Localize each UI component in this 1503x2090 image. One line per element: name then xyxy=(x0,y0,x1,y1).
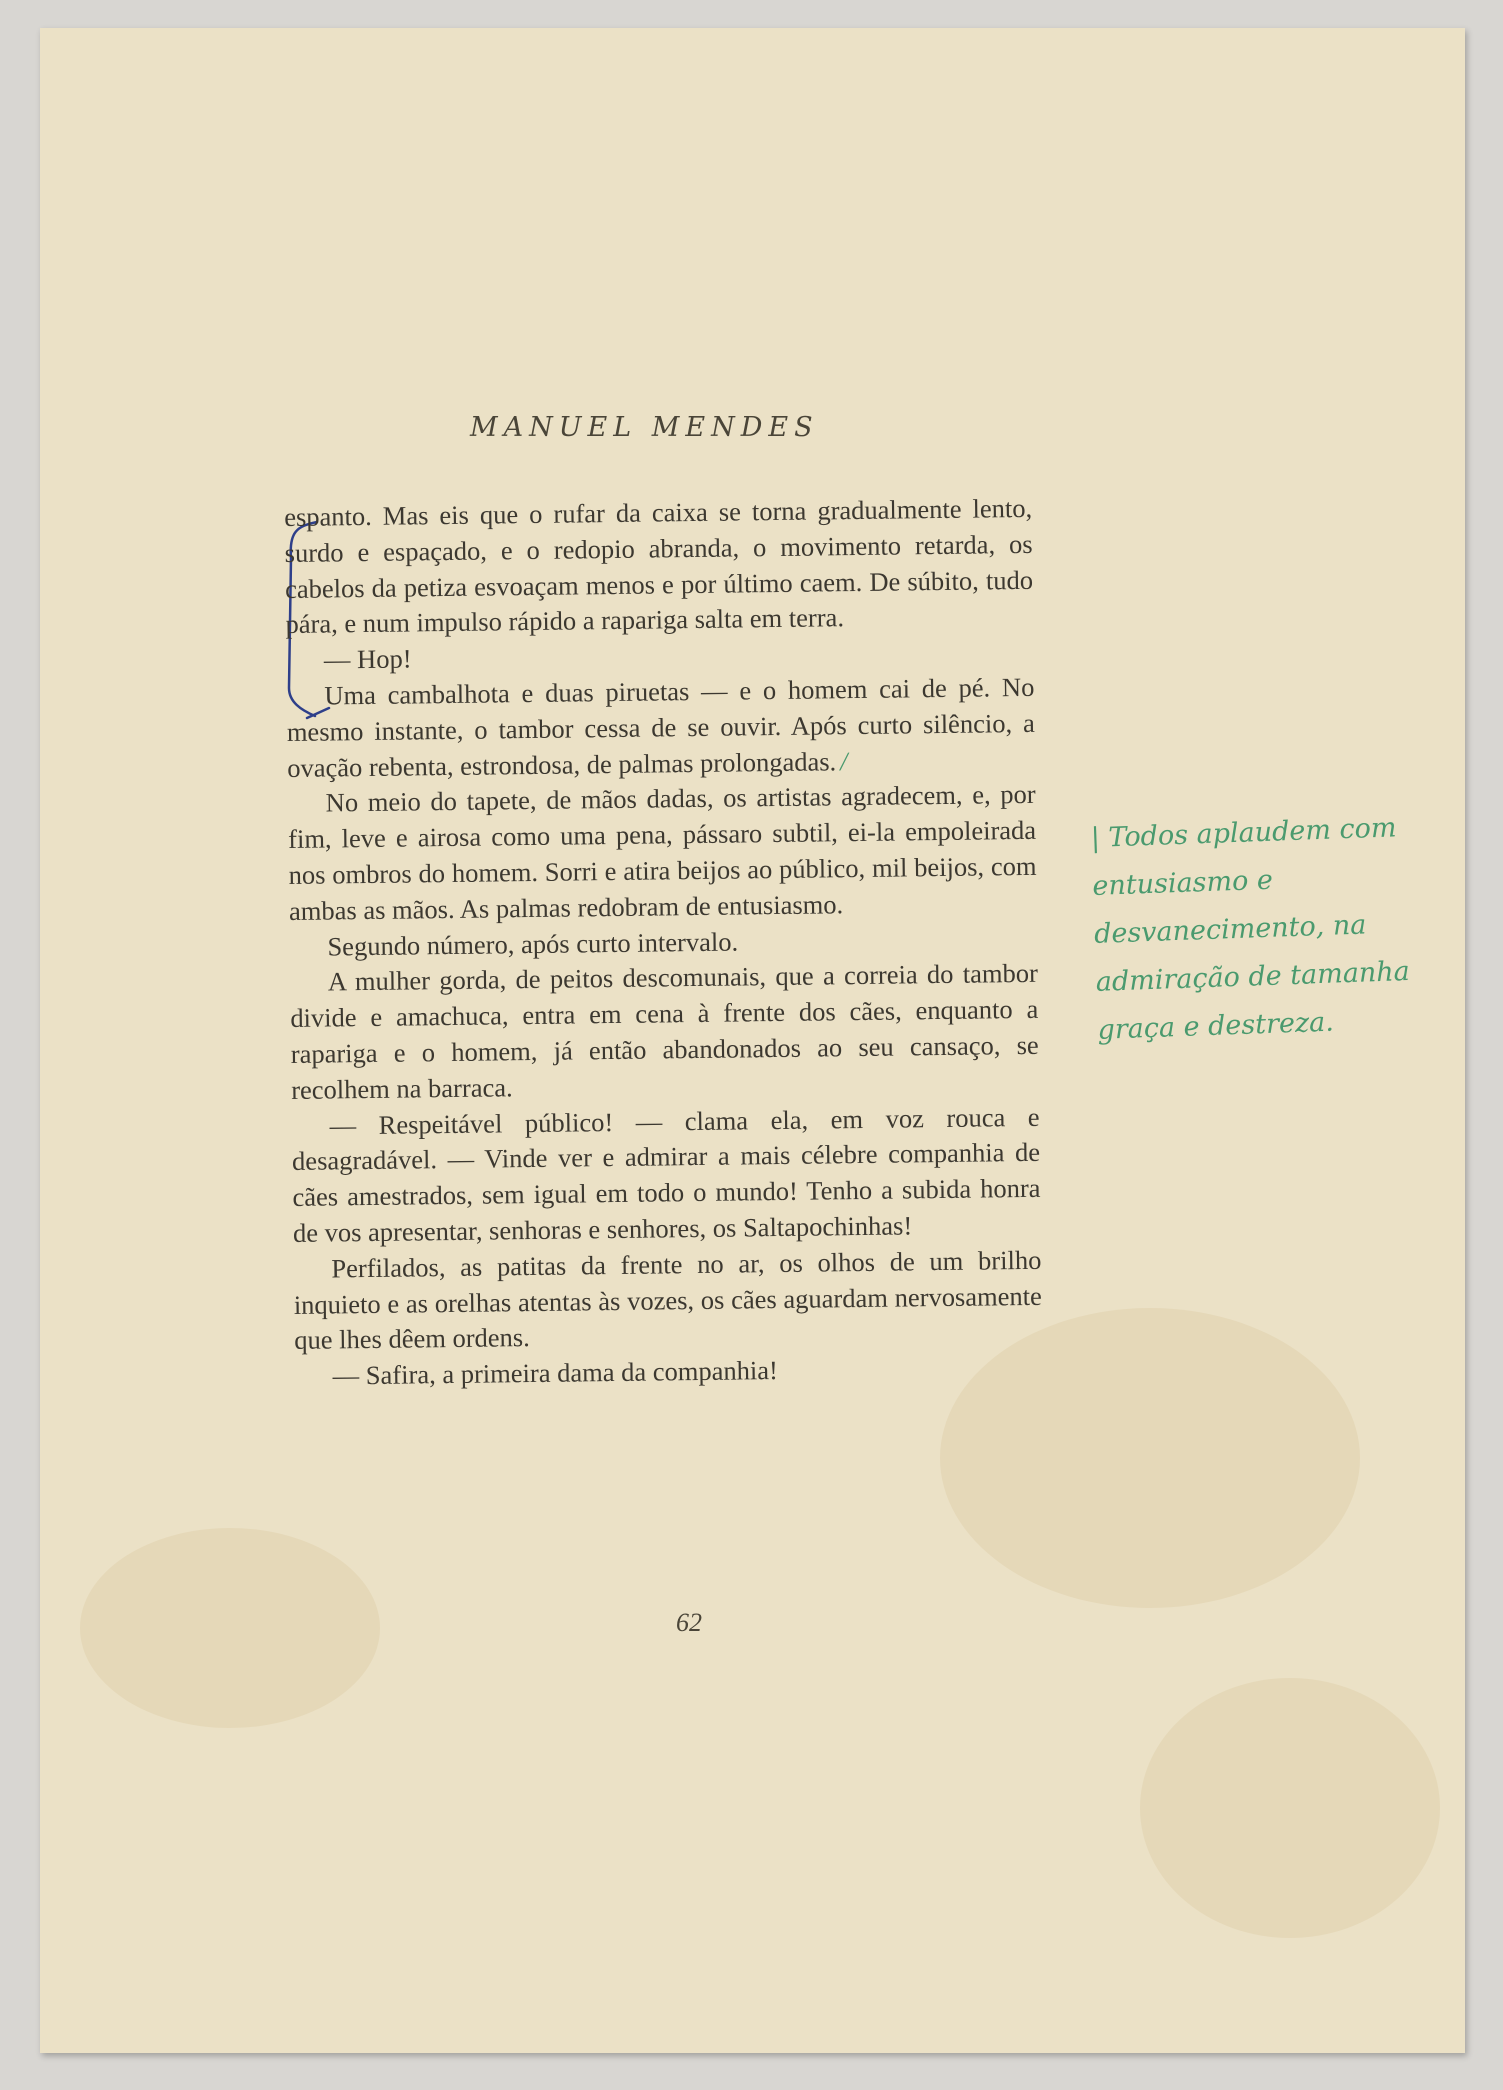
handwritten-annotation: | Todos aplaudem com entusiasmo e desvanecimento, na admiração de tamanha graça e destreza. xyxy=(1090,812,1411,1046)
paragraph: No meio do tapete, de mãos dadas, os artistas agradecem, e, por fim, leve e airosa como uma pena, pássaro subtil, ei-la empoleirada nos ombros do homem. Sorri e atira beijos ao público, mil beijos, com ambas as mãos. As palmas redobram de entusiasmo. xyxy=(287,779,1037,926)
paragraph: — Hop! xyxy=(323,643,412,675)
paragraph: — Respeitável público! — clama ela, em voz rouca e desagradável. — Vinde ver e admirar a mais célebre companhia de cães amestrados, sem igual em todo o mundo! Tenho a subida honra de vos apresentar, senhoras e senhores, os Saltapochinhas! xyxy=(291,1101,1041,1248)
page-number: 62 xyxy=(676,1608,702,1637)
insertion-mark: / xyxy=(839,745,848,776)
paragraph-text: Uma cambalhota e duas piruetas — e o homem cai de pé. No mesmo instante, o tambor cessa de se ouvir. Após curto silêncio, a ovação rebenta, estrondosa, de palmas prolongadas. xyxy=(286,671,1035,783)
running-header: MANUEL MENDES xyxy=(470,412,819,443)
paragraph: espanto. Mas eis que o rufar da caixa se torna gradualmente lento, surdo e espaçado, e o redopio abranda, o movimento retarda, os cabelos da petiza esvoaçam menos e por último caem. De súbito, tudo pára, e num impulso rápido a rapariga salta em terra. xyxy=(284,492,1034,640)
paragraph: — Safira, a primeira dama da companhia! xyxy=(332,1355,779,1391)
paragraph: A mulher gorda, de peitos descomunais, que a correia do tambor divide e amachuca, entra em cena à frente dos cães, enquanto a rapariga e o homem, já então abandonados ao seu cansaço, se recolhem na barraca. xyxy=(290,958,1039,1105)
paragraph xyxy=(286,670,1035,787)
paragraph: Segundo número, após curto intervalo. xyxy=(327,926,739,962)
body-text xyxy=(284,491,1043,1395)
paragraph: Perfilados, as patitas da frente no ar, os olhos de um brilho inquieto e as orelhas atentas às vozes, os cães aguardam nervosamente que lhes dêem ordens. xyxy=(293,1244,1042,1356)
